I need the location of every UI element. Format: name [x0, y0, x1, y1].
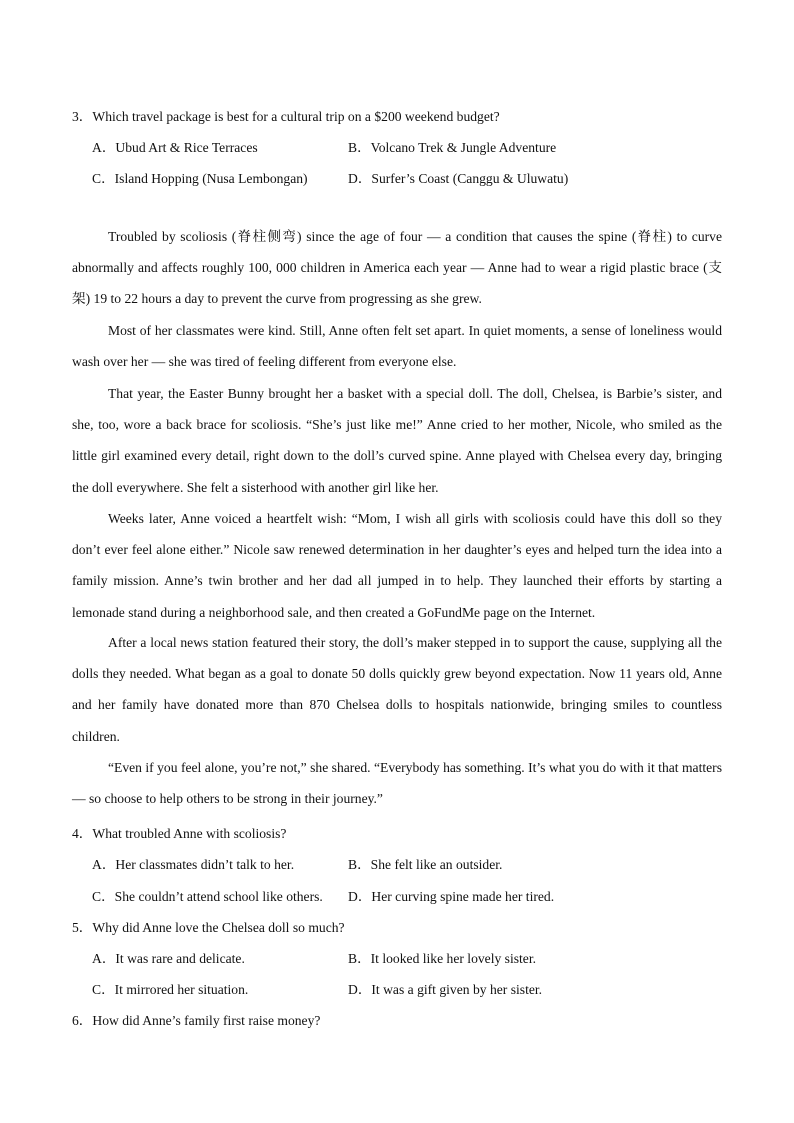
q5-option-b: B．It looked like her lovely sister.: [348, 951, 537, 966]
passage-paragraph-1: Troubled by scoliosis (脊柱侧弯) since the age of four — a condition that causes the spine (脊柱) to curve abnormally and affects roughly 100, 000 children in America each year — Anne had to wear a rigid plastic brace (支架) 19 to 22 hours a day to prevent the curve from progressing as she grew.: [72, 229, 722, 307]
question-5-text: 5．Why did Anne love the Chelsea doll so much?: [72, 920, 345, 935]
q3-option-c: C．Island Hopping (Nusa Lembongan): [92, 171, 308, 186]
passage-paragraph-5: After a local news station featured their story, the doll’s maker stepped in to support the cause, supplying all the dolls they needed. What began as a goal to donate 50 dolls quickly grew beyond expectation. Now 11 years old, Anne and her family have donated more than 870 Chelsea dolls to hospitals nationwide, bringing smiles to countless children.: [72, 635, 722, 744]
q3-option-d: D．Surfer’s Coast (Canggu & Uluwatu): [348, 171, 569, 186]
question-4-text: 4．What troubled Anne with scoliosis?: [72, 826, 287, 841]
passage-paragraph-3: That year, the Easter Bunny brought her a basket with a special doll. The doll, Chelsea, is Barbie’s sister, and she, too, wore a back brace for scoliosis. “She’s just like me!” Anne cried to her mother, Nicole, who smiled as the little girl examined every detail, right down to the doll’s curved spine. Anne played with Chelsea every day, bringing the doll everywhere. She felt a sisterhood with another girl like her.: [72, 386, 722, 495]
q4-option-d: D．Her curving spine made her tired.: [348, 889, 555, 904]
question-6-text: 6．How did Anne’s family first raise money?: [72, 1013, 321, 1028]
q3-option-a: A．Ubud Art & Rice Terraces: [92, 140, 258, 155]
q5-option-a: A．It was rare and delicate.: [92, 951, 245, 966]
q4-option-a: A．Her classmates didn’t talk to her.: [92, 857, 295, 872]
passage-paragraph-6: “Even if you feel alone, you’re not,” she shared. “Everybody has something. It’s what you do with it that matters — so choose to help others to be strong in their journey.”: [72, 760, 722, 807]
q4-option-c: C．She couldn’t attend school like others.: [92, 889, 323, 904]
q5-option-c: C．It mirrored her situation.: [92, 982, 249, 997]
q5-option-d: D．It was a gift given by her sister.: [348, 982, 543, 997]
q4-option-b: B．She felt like an outsider.: [348, 857, 503, 872]
passage-paragraph-2: Most of her classmates were kind. Still, Anne often felt set apart. In quiet moments, a sense of loneliness would wash over her — she was tired of feeling different from everyone else.: [72, 323, 722, 370]
question-3-text: 3．Which travel package is best for a cultural trip on a $200 weekend budget?: [72, 109, 500, 124]
q3-option-b: B．Volcano Trek & Jungle Adventure: [348, 140, 557, 155]
passage-paragraph-4: Weeks later, Anne voiced a heartfelt wish: “Mom, I wish all girls with scoliosis could have this doll so they don’t ever feel alone either.” Nicole saw renewed determination in her daughter’s eyes and helped turn the idea into a family mission. Anne’s twin brother and her dad all jumped in to help. They launched their efforts by starting a lemonade stand during a neighborhood sale, and then created a GoFundMe page on the Internet.: [72, 511, 722, 620]
